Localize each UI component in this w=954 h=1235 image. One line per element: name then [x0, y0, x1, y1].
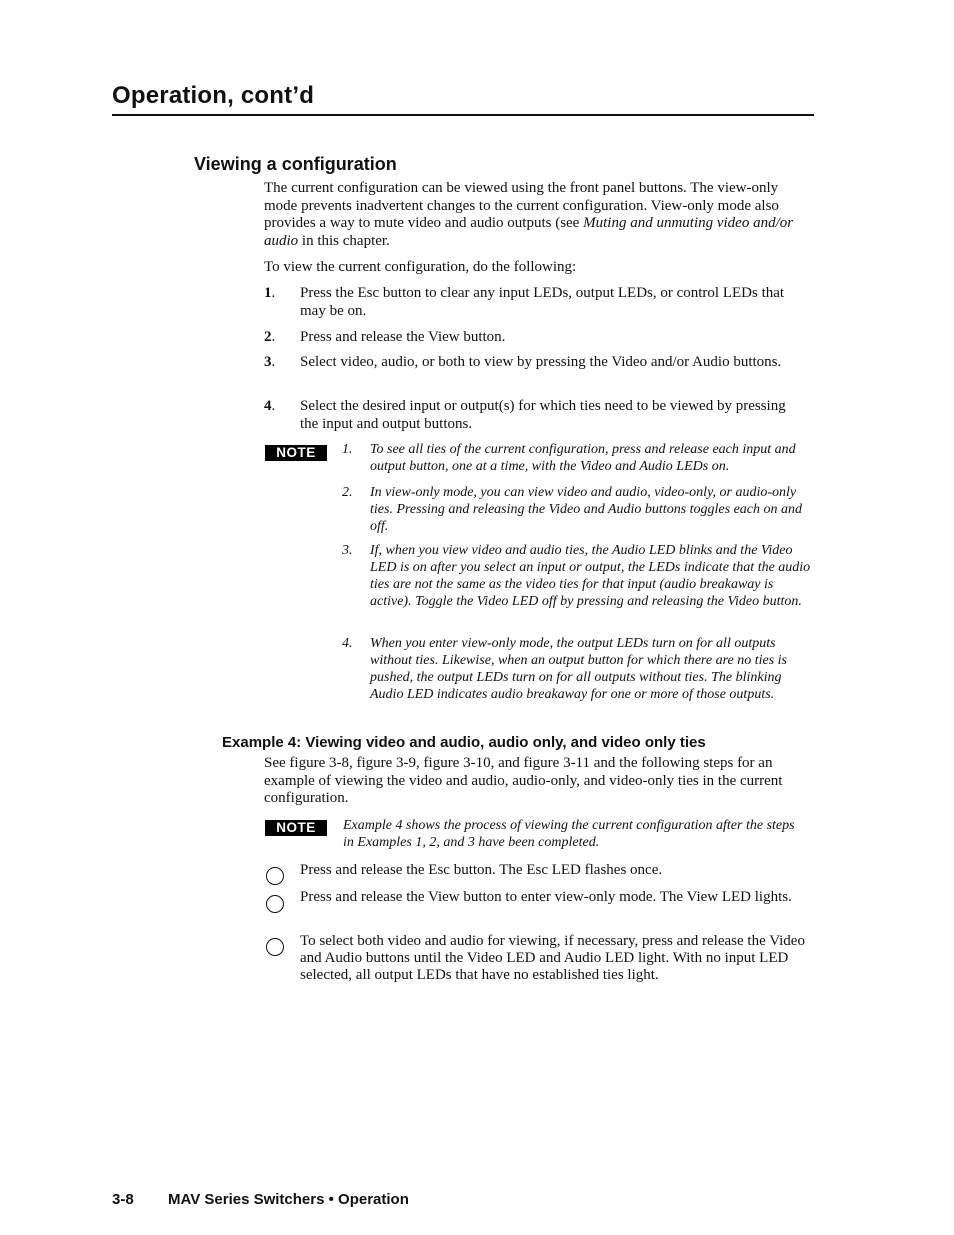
example-step-text: To select both video and audio for viewing, if necessary, press and release the Video and Audio buttons until the Video LED and Audio LED light. With no input LED selected, all output LEDs that have no established ties light.	[300, 933, 805, 983]
note-number: 4.	[342, 636, 353, 651]
intro-reference: Muting and unmuting video and/or audio	[264, 215, 794, 249]
note-text: When you enter view-only mode, the output LEDs turn on for all outputs without ties. Likewise, when an output button for which there are no ties is pushed, the output LEDs turn on for all outputs without ties. The blinking Audio LED indicates audio breakaway for one or more of those outputs.	[370, 636, 787, 702]
note-number: 1.	[342, 442, 353, 457]
section-title: Operation, cont’d	[112, 82, 315, 109]
step-text: Press and release the View button.	[300, 329, 506, 345]
step-text: Select video, audio, or both to view by pressing the Video and/or Audio buttons.	[300, 354, 782, 370]
instructions-lead: To view the current configuration, do the following:	[264, 259, 577, 275]
note-badge: NOTE	[265, 820, 327, 836]
example-heading: Example 4: Viewing video and audio, audio only, and video only ties	[222, 734, 706, 751]
step-number: 4.	[264, 398, 276, 414]
example-step-text: Press and release the Esc button. The Esc LED flashes once.	[300, 862, 663, 878]
step-text: Press the Esc button to clear any input LEDs, output LEDs, or control LEDs that may be on.	[300, 285, 785, 319]
step-text: Select the desired input or output(s) for which ties need to be viewed by pressing the input and output buttons.	[300, 398, 786, 432]
note-number: 2.	[342, 485, 353, 500]
note-text: Example 4 shows the process of viewing the current configuration after the steps in Examples 1, 2, and 3 have been completed.	[343, 818, 795, 850]
step-circle-icon	[266, 938, 284, 956]
step-number: 1.	[264, 285, 276, 301]
note-badge: NOTE	[265, 445, 327, 461]
example-intro: See figure 3-8, figure 3-9, figure 3-10, and figure 3-11 and the following steps for an example of viewing the video and audio, audio-only, and video-only ties in the current configuration.	[264, 755, 783, 806]
page-footer	[112, 1191, 409, 1208]
intro-text-end: in this chapter.	[298, 232, 390, 249]
note-text: If, when you view video and audio ties, the Audio LED blinks and the Video LED is on after you select an input or output, the LEDs indicate that the audio ties are not the same as the video ties for that input (audio breakaway is active). Toggle the Video LED off by pressing and releasing the Video button.	[370, 543, 811, 609]
footer-text: MAV Series Switchers • Operation	[168, 1191, 409, 1208]
note-text: In view-only mode, you can view video and audio, video-only, or audio-only ties. Pressing and releasing the Video and Audio buttons toggles each on and off.	[370, 485, 803, 534]
example-step-text: Press and release the View button to enter view-only mode. The View LED lights.	[300, 889, 792, 905]
intro-text: The current configuration can be viewed using the front panel buttons. The view-only mode prevents inadvertent changes to the current configuration. View-only mode also provides a way to mute video and audio outputs (see	[264, 180, 779, 231]
step-circle-icon	[266, 895, 284, 913]
sub-heading: Viewing a configuration	[194, 154, 397, 174]
note-number: 3.	[342, 543, 353, 558]
page-number: 3-8	[112, 1191, 134, 1208]
note-text: To see all ties of the current configuration, press and release each input and output button, one at a time, with the Video and Audio LEDs on.	[370, 442, 796, 474]
title-rule	[112, 114, 814, 116]
step-circle-icon	[266, 867, 284, 885]
step-number: 2.	[264, 329, 276, 345]
intro-paragraph	[264, 180, 809, 250]
step-number: 3.	[264, 354, 276, 370]
